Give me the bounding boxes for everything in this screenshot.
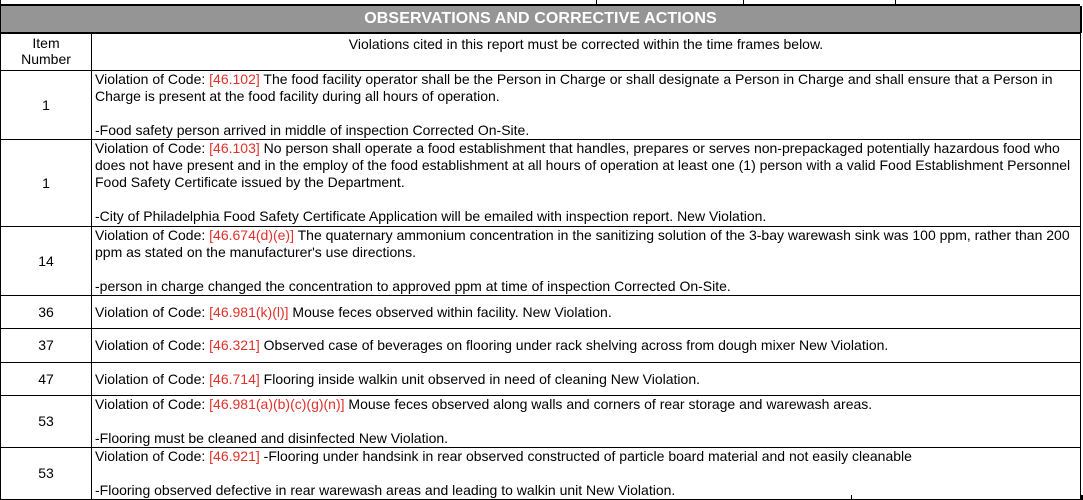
code-label: Violation of Code: <box>95 71 210 87</box>
item-header-line2: Number <box>21 51 71 67</box>
item-number: 47 <box>1 363 92 396</box>
column-divider <box>895 0 896 5</box>
table-row <box>1 140 1081 227</box>
code-reference: [46.921] <box>209 448 260 464</box>
code-reference: [46.674(d)(e)] <box>209 227 294 243</box>
table-row <box>1 363 1081 396</box>
item-header-line1: Item <box>32 35 60 51</box>
violation-cell <box>92 296 1081 329</box>
code-label: Violation of Code: <box>95 140 210 156</box>
violation-text <box>95 227 1077 261</box>
violation-description: The food facility operator shall be the Person in Charge or shall designate a Person in Charge and shall ensure that a Person in Charge is present at the food facility during all hours of operation. <box>95 71 1053 104</box>
violation-cell <box>92 227 1081 296</box>
code-reference: [46.103] <box>209 140 260 156</box>
item-number: 53 <box>1 448 92 500</box>
code-reference: [46.981(k)(l)] <box>209 303 289 320</box>
violation-text <box>95 337 1077 354</box>
violation-cell <box>92 140 1081 227</box>
violation-description: Flooring inside walkin unit observed in need of cleaning New Violation. <box>259 370 700 387</box>
violation-text <box>95 396 1077 413</box>
corrective-action: -Food safety person arrived in middle of inspection Corrected On-Site. <box>95 122 530 138</box>
column-divider <box>596 0 597 5</box>
instructions-header: Violations cited in this report must be corrected within the time frames below. <box>92 34 1081 71</box>
code-reference: [46.714] <box>209 370 260 387</box>
item-number: 14 <box>1 227 92 296</box>
violation-text <box>95 140 1077 191</box>
item-number: 1 <box>1 71 92 140</box>
code-label: Violation of Code: <box>95 370 210 387</box>
violation-description: No person shall operate a food establishment that handles, prepares or serves non-prepackaged potentially hazardous food who does not have present and in the employ of the food establishment at all hours of operation at least one (1) person with a valid Food Establishment Personnel Food Safety Certificate issued by the Department. <box>95 140 1071 190</box>
item-number: 36 <box>1 296 92 329</box>
violation-description: Mouse feces observed along walls and corners of rear storage and warewash areas. <box>344 396 873 412</box>
column-divider <box>743 0 744 5</box>
table-row <box>1 71 1081 140</box>
violation-description: Mouse feces observed within facility. New Violation. <box>288 303 612 320</box>
code-label: Violation of Code: <box>95 448 210 464</box>
table-header-row <box>1 34 1081 71</box>
code-label: Violation of Code: <box>95 227 210 243</box>
observations-table <box>0 33 1081 500</box>
violation-text <box>95 304 1077 321</box>
table-row <box>1 329 1081 363</box>
table-row <box>1 227 1081 296</box>
corrective-action: -person in charge changed the concentration to approved ppm at time of inspection Corrected On-Site. <box>95 278 731 294</box>
violation-description: Observed case of beverages on flooring under rack shelving across from dough mixer New Violation. <box>259 337 889 353</box>
item-number-header <box>1 34 92 71</box>
code-reference: [46.981(a)(b)(c)(g)(n)] <box>209 396 345 412</box>
item-number: 37 <box>1 329 92 363</box>
violation-cell <box>92 363 1081 396</box>
column-divider <box>0 0 1 5</box>
item-number: 1 <box>1 140 92 227</box>
item-number: 53 <box>1 396 92 448</box>
violation-cell <box>92 396 1081 448</box>
corrective-action: -Flooring observed defective in rear warewash areas and leading to walkin unit New Violation. <box>95 482 676 498</box>
violation-cell <box>92 329 1081 363</box>
column-divider <box>851 495 852 500</box>
violation-text <box>95 448 1077 465</box>
violation-cell <box>92 448 1081 500</box>
table-row <box>1 448 1081 500</box>
next-section-edge <box>0 495 1083 500</box>
table-row <box>1 396 1081 448</box>
corrective-action: -City of Philadelphia Food Safety Certificate Application will be emailed with inspection report. New Violation. <box>95 208 767 224</box>
code-reference: [46.321] <box>209 337 260 353</box>
corrective-action: -Flooring must be cleaned and disinfected New Violation. <box>95 430 449 446</box>
section-title: OBSERVATIONS AND CORRECTIVE ACTIONS <box>0 6 1082 33</box>
violation-text <box>95 71 1077 105</box>
table-row <box>1 296 1081 329</box>
violation-cell <box>92 71 1081 140</box>
code-label: Violation of Code: <box>95 337 210 353</box>
code-label: Violation of Code: <box>95 303 210 320</box>
code-reference: [46.102] <box>209 71 260 87</box>
violation-description: The quaternary ammonium concentration in the sanitizing solution of the 3-bay warewash sink was 100 ppm, rather than 200 ppm as stated on the manufacturer's use directions. <box>95 227 1070 260</box>
violation-description: -Flooring under handsink in rear observed constructed of particle board material and not easily cleanable <box>259 448 912 464</box>
code-label: Violation of Code: <box>95 396 210 412</box>
violation-text <box>95 371 1077 388</box>
